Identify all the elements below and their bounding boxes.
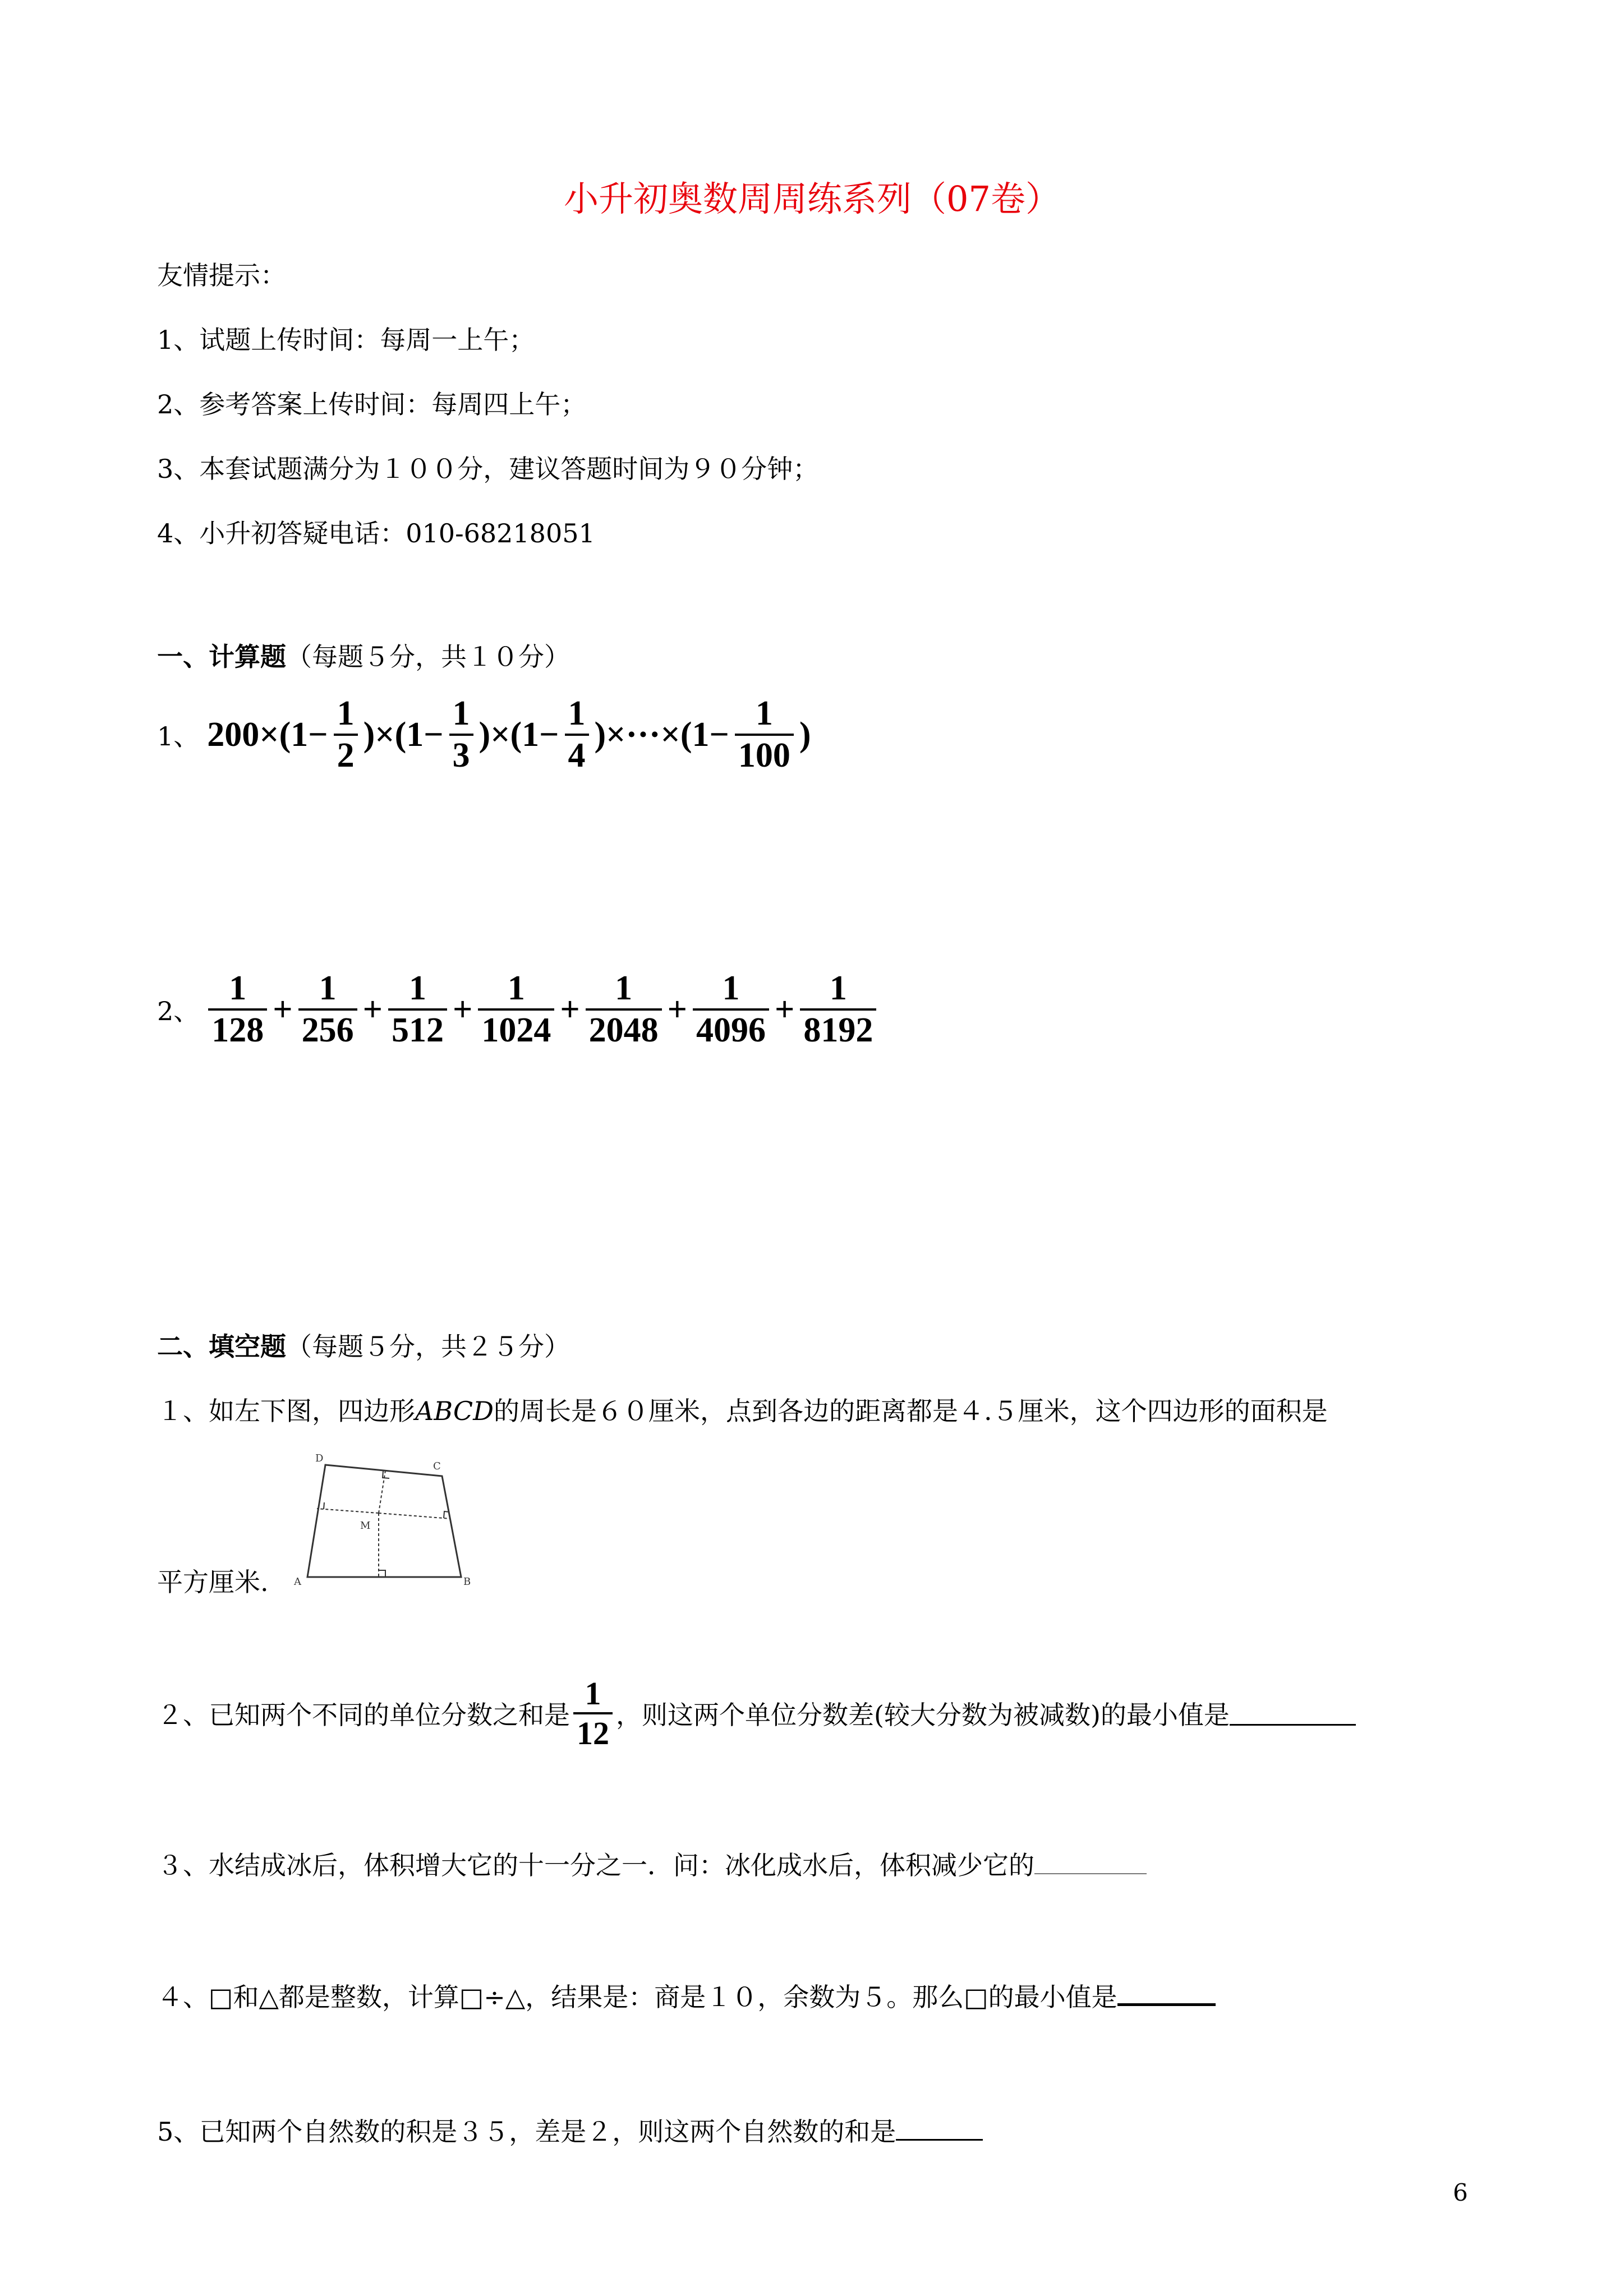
perpendicular-right — [379, 1513, 450, 1519]
frac-numerator: 1 — [337, 694, 355, 732]
calc-q2-frac-1 — [208, 969, 267, 1050]
frac-numerator: 1 — [755, 694, 773, 732]
answer-blank-2[interactable] — [1230, 1702, 1356, 1726]
plus-sign: + — [775, 990, 795, 1029]
right-angle-mark — [444, 1511, 449, 1518]
frac-denominator: 100 — [735, 734, 794, 776]
calc-q2-number: 2、 — [157, 996, 200, 1026]
answer-blank-4[interactable] — [1117, 1983, 1216, 2006]
fill-question-1-line1 — [157, 1391, 1328, 1428]
fill-q2-text-a: ２、已知两个不同的单位分数之和是 — [157, 1700, 570, 1730]
frac-denominator: 512 — [388, 1008, 447, 1050]
fill-question-5 — [157, 2111, 983, 2149]
answer-blank-5[interactable] — [896, 2119, 983, 2141]
plus-sign: + — [667, 990, 687, 1029]
frac-denominator: 256 — [298, 1008, 357, 1050]
tip-item-2: 2、参考答案上传时间：每周四上午； — [157, 389, 587, 419]
frac-denominator: 4096 — [693, 1008, 769, 1050]
calc-q1-close: ) — [799, 715, 811, 754]
frac-numerator: 1 — [507, 969, 525, 1007]
calc-q1-frac-2 — [449, 694, 473, 776]
frac-denominator: 128 — [208, 1008, 267, 1050]
label-m: M — [360, 1520, 371, 1532]
label-d: D — [315, 1453, 324, 1464]
calc-q1-frac-4 — [735, 694, 794, 776]
frac-denominator: 2 — [334, 734, 358, 776]
fill-q4-text: ４、□和△都是整数，计算□÷△，结果是：商是１０，余数为５。那么□的最小值是 — [157, 1982, 1117, 2012]
page-number: 6 — [1453, 2179, 1468, 2206]
label-b: B — [463, 1576, 471, 1587]
plus-sign: + — [273, 990, 293, 1029]
section2-note: （每题５分，共２５分） — [286, 1331, 570, 1362]
fill-question-2 — [157, 1668, 1356, 1758]
section2-heading — [157, 1326, 570, 1363]
fill-q1-text-a: １、如左下图，四边形 — [157, 1396, 415, 1426]
tip-item-1: 1、试题上传时间：每周一上午； — [157, 325, 535, 355]
calc-q1-op: )×···×(1− — [594, 715, 729, 754]
frac-numerator: 1 — [615, 969, 633, 1007]
calc-q1-op: )×(1− — [479, 715, 559, 754]
tips-heading: 友情提示： — [157, 260, 286, 291]
label-c: C — [433, 1460, 441, 1472]
frac-numerator: 1 — [722, 969, 740, 1007]
calc-q2-frac-3 — [388, 969, 447, 1050]
quadrilateral-outline — [307, 1465, 461, 1577]
frac-denominator: 12 — [573, 1712, 613, 1752]
frac-numerator: 1 — [452, 694, 470, 732]
frac-numerator: 1 — [829, 969, 847, 1007]
perpendicular-left — [317, 1509, 379, 1513]
frac-numerator: 1 — [229, 969, 247, 1007]
frac-denominator: 1024 — [478, 1008, 554, 1050]
frac-denominator: 3 — [449, 734, 473, 776]
calc-q2-expression — [205, 969, 880, 1050]
frac-denominator: 4 — [565, 734, 589, 776]
fill-q2-text-b: ，则这两个单位分数差(较大分数为被减数)的最小值是 — [616, 1700, 1230, 1730]
perpendicular-top — [379, 1470, 385, 1513]
calc-q1-op: )×(1− — [363, 715, 444, 754]
section2-title: 二、填空题 — [157, 1331, 286, 1362]
fill-question-3 — [157, 1845, 1147, 1882]
plus-sign: + — [560, 990, 580, 1029]
fill-q2-fraction — [573, 1675, 613, 1752]
plus-sign: + — [452, 990, 473, 1029]
fill-q3-text: ３、水结成冰后，体积增大它的十一分之一．问：冰化成水后，体积减少它的 — [157, 1850, 1034, 1880]
frac-numerator: 1 — [568, 694, 586, 732]
quadrilateral-figure — [292, 1447, 482, 1587]
fill-question-4 — [157, 1977, 1216, 2014]
fill-q1-text-b: 的周长是６０厘米，点到各边的距离都是４.５厘米，这个四边形的面积是 — [493, 1396, 1328, 1426]
frac-numerator: 1 — [319, 969, 337, 1007]
section1-note: （每题５分，共１０分） — [286, 642, 570, 672]
calc-q2-frac-4 — [478, 969, 554, 1050]
frac-denominator: 8192 — [800, 1008, 876, 1050]
tip-item-4: 4、小升初答疑电话：010-68218051 — [157, 518, 595, 548]
right-angle-mark — [383, 1471, 389, 1478]
frac-numerator: 1 — [408, 969, 426, 1007]
right-angle-mark — [379, 1570, 385, 1577]
frac-denominator: 2048 — [586, 1008, 662, 1050]
calc-q2-frac-6 — [693, 969, 769, 1050]
fill-q5-text: 5、已知两个自然数的积是３５，差是２，则这两个自然数的和是 — [157, 2117, 896, 2147]
section1-heading — [157, 637, 570, 674]
frac-numerator: 1 — [585, 1675, 601, 1712]
calc-q2-frac-7 — [800, 969, 876, 1050]
calc-q2-frac-2 — [298, 969, 357, 1050]
calc-q1-expression — [205, 694, 813, 776]
answer-blank-3[interactable] — [1034, 1853, 1147, 1874]
fill-question-1-line2: 平方厘米. — [157, 1567, 269, 1597]
fill-q1-italic: ABCD — [415, 1396, 494, 1426]
calc-q1-lead: 200×(1− — [207, 715, 328, 754]
calc-question-1 — [157, 690, 813, 780]
plus-sign: + — [362, 990, 383, 1029]
calc-q1-frac-1 — [334, 694, 358, 776]
page-title: 小升初奥数周周练系列（07卷） — [564, 178, 1060, 219]
section1-title: 一、计算题 — [157, 642, 286, 672]
label-a: A — [294, 1576, 301, 1587]
tip-item-3: 3、本套试题满分为１００分，建议答题时间为９０分钟； — [157, 454, 819, 484]
calc-question-2 — [157, 965, 880, 1054]
calc-q1-number: 1、 — [157, 721, 200, 751]
calc-q2-frac-5 — [586, 969, 662, 1050]
calc-q1-frac-3 — [565, 694, 589, 776]
